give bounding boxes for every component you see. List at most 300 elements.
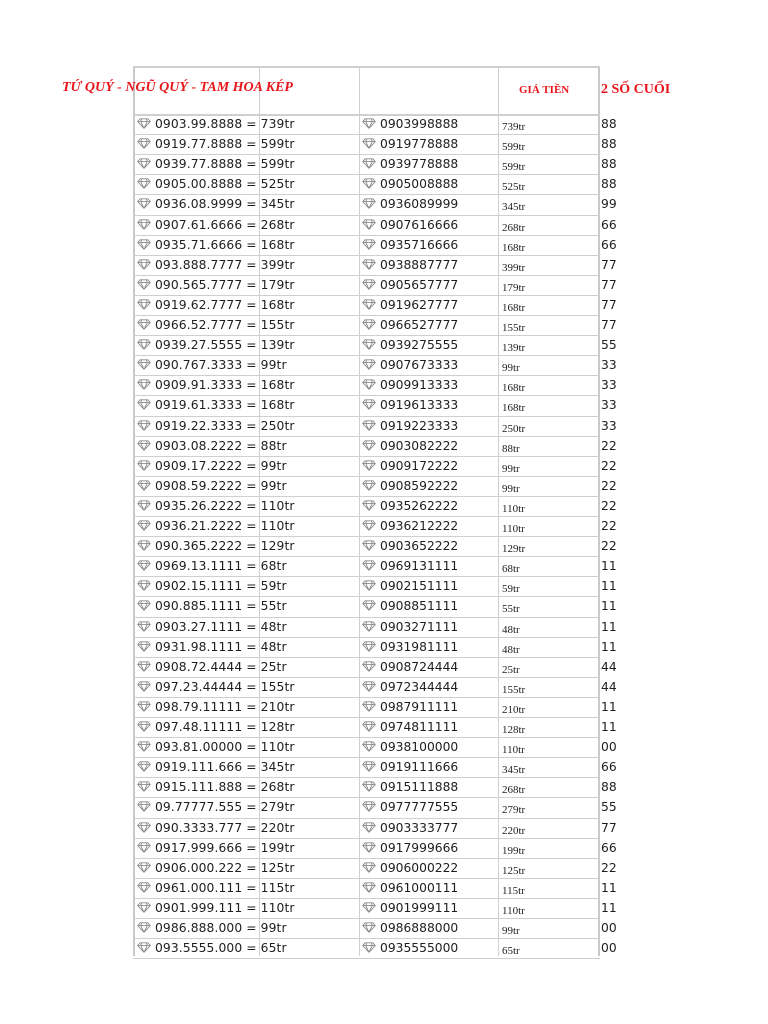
price-cell-text: 168tr	[502, 382, 526, 395]
number-description	[137, 177, 295, 191]
number-description-text: 0908.59.2222 = 99tr	[155, 478, 287, 493]
last-two-digits-cell-text: 44	[601, 679, 617, 694]
table-row	[0, 757, 768, 777]
price-cell	[502, 381, 525, 395]
grid-line-row	[133, 838, 600, 839]
last-two-digits-cell-text: 55	[601, 338, 617, 353]
number-description-text: 0902.15.1111 = 59tr	[155, 579, 287, 594]
number-description	[137, 740, 295, 754]
number-description	[137, 881, 295, 895]
price-cell-text: 168tr	[502, 301, 526, 314]
last-two-digits-cell-text: 77	[601, 318, 617, 332]
number-description-text: 0905.00.8888 = 525tr	[155, 177, 295, 192]
diamond-icon	[362, 540, 376, 551]
number-description	[137, 378, 295, 392]
phone-number	[362, 298, 458, 312]
last-two-digits-cell	[601, 720, 617, 734]
phone-number	[362, 680, 458, 694]
table-row	[0, 416, 768, 436]
number-description	[137, 238, 295, 252]
last-two-digits-cell	[601, 660, 617, 674]
diamond-icon	[362, 580, 376, 591]
price-cell	[502, 582, 520, 596]
diamond-icon	[137, 822, 151, 833]
price-cell	[502, 502, 525, 516]
phone-number-text: 0909913333	[380, 378, 459, 393]
price-cell	[502, 321, 525, 335]
phone-number-text: 0931981111	[380, 639, 459, 654]
number-description	[137, 841, 295, 855]
price-cell	[502, 723, 525, 737]
number-description	[137, 197, 295, 211]
grid-line-row	[133, 576, 600, 577]
last-two-digits-cell-text: 33	[601, 378, 617, 393]
price-cell-text: 155tr	[502, 683, 526, 696]
phone-number-text: 0986888000	[380, 921, 459, 935]
number-description-text: 0935.26.2222 = 110tr	[155, 498, 295, 513]
table-row	[0, 174, 768, 194]
phone-number	[362, 218, 458, 232]
table-row	[0, 697, 768, 717]
price-cell	[502, 683, 525, 697]
number-description-text: 0919.22.3333 = 250tr	[155, 418, 295, 433]
phone-number-text: 0936089999	[380, 197, 459, 212]
phone-number-text: 0919111666	[380, 760, 459, 775]
grid-line-row	[133, 335, 600, 336]
phone-number	[362, 238, 458, 252]
last-two-digits-cell	[601, 419, 617, 433]
diamond-icon	[362, 560, 376, 571]
diamond-icon	[137, 761, 151, 772]
grid-line-row	[133, 395, 600, 396]
last-two-digits-cell-text: 66	[601, 840, 617, 855]
phone-number-text: 0903652222	[380, 539, 459, 554]
phone-number	[362, 760, 458, 774]
grid-line-row	[133, 556, 600, 557]
last-two-digits-cell-text: 77	[601, 257, 617, 272]
price-cell-text: 739tr	[502, 121, 526, 133]
phone-number	[362, 841, 458, 855]
diamond-icon	[362, 279, 376, 290]
phone-number	[362, 559, 458, 573]
price-cell-text: 48tr	[502, 623, 520, 636]
phone-number-text: 0939778888	[380, 157, 459, 172]
phone-number-text: 0909172222	[380, 458, 459, 473]
grid-line-row	[133, 315, 600, 316]
diamond-icon	[137, 480, 151, 491]
number-description-text: 0986.888.000 = 99tr	[155, 921, 287, 935]
phone-number-text: 0905008888	[380, 177, 459, 192]
number-description-text: 0907.61.6666 = 268tr	[155, 217, 295, 232]
phone-number	[362, 318, 458, 332]
price-cell	[502, 361, 520, 375]
diamond-icon	[137, 922, 151, 933]
diamond-icon	[137, 721, 151, 732]
phone-number	[362, 740, 458, 754]
last-two-digits-cell-text: 88	[601, 157, 617, 172]
diamond-icon	[362, 641, 376, 652]
last-two-digits-cell	[601, 539, 617, 553]
number-description-text: 0908.72.4444 = 25tr	[155, 659, 287, 674]
table-row	[0, 797, 768, 817]
phone-number	[362, 338, 458, 352]
diamond-icon	[362, 440, 376, 451]
price-cell-text: 279tr	[502, 804, 526, 817]
price-cell-text: 99tr	[502, 462, 520, 475]
diamond-icon	[137, 219, 151, 230]
last-two-digits-cell	[601, 338, 617, 352]
number-description	[137, 398, 295, 412]
price-cell-text: 268tr	[502, 784, 526, 797]
price-cell	[502, 341, 525, 355]
diamond-icon	[362, 319, 376, 330]
last-two-digits-cell-text: 77	[601, 297, 617, 312]
price-cell-text: 139tr	[502, 342, 526, 355]
diamond-icon	[362, 379, 376, 390]
price-cell	[502, 542, 525, 556]
last-two-digits-cell-text: 11	[601, 559, 617, 574]
number-description-text: 090.3333.777 = 220tr	[155, 820, 295, 835]
number-description	[137, 599, 287, 613]
diamond-icon	[362, 761, 376, 772]
diamond-icon	[362, 339, 376, 350]
table-row	[0, 677, 768, 697]
price-cell	[502, 401, 525, 415]
phone-number	[362, 157, 458, 171]
number-description	[137, 117, 295, 131]
grid-line-row	[133, 878, 600, 879]
phone-number-text: 0905657777	[380, 277, 459, 292]
phone-number	[362, 660, 458, 674]
grid-line-row	[133, 275, 600, 276]
number-description-text: 0919.61.3333 = 168tr	[155, 398, 295, 413]
diamond-icon	[137, 600, 151, 611]
last-two-digits-cell	[601, 921, 617, 935]
grid-line-row	[133, 174, 600, 175]
grid-line-row	[133, 456, 600, 457]
diamond-icon	[137, 299, 151, 310]
phone-number	[362, 398, 458, 412]
phone-number-text: 0919613333	[380, 398, 459, 413]
table-row	[0, 335, 768, 355]
number-description-text: 0935.71.6666 = 168tr	[155, 237, 295, 252]
diamond-icon	[362, 701, 376, 712]
price-cell	[502, 703, 525, 717]
price-cell-text: 99tr	[502, 482, 520, 495]
last-two-digits-cell-text: 88	[601, 780, 617, 795]
grid-line-row	[133, 496, 600, 497]
price-cell-text: 199tr	[502, 844, 526, 857]
phone-number	[362, 861, 458, 875]
diamond-icon	[137, 540, 151, 551]
grid-line-row	[133, 255, 600, 256]
phone-number-text: 0903333777	[380, 820, 459, 835]
table-row	[0, 657, 768, 677]
price-cell	[502, 884, 525, 898]
table-row	[0, 878, 768, 898]
table-row	[0, 898, 768, 918]
grid-line-row	[133, 858, 600, 859]
diamond-icon	[137, 440, 151, 451]
last-two-digits-cell	[601, 258, 617, 272]
table-row	[0, 556, 768, 576]
table-row	[0, 275, 768, 295]
grid-line-row	[133, 818, 600, 819]
price-cell-text: 59tr	[502, 583, 520, 596]
diamond-icon	[362, 781, 376, 792]
phone-number	[362, 539, 458, 553]
number-description-text: 098.79.11111 = 210tr	[155, 699, 295, 714]
price-cell-text: 220tr	[502, 824, 526, 837]
number-description	[137, 941, 287, 955]
phone-number	[362, 780, 458, 794]
diamond-icon	[362, 621, 376, 632]
price-cell	[502, 803, 525, 817]
price-cell-text: 599tr	[502, 161, 526, 174]
number-description-text: 0919.111.666 = 345tr	[155, 760, 295, 775]
diamond-icon	[137, 319, 151, 330]
diamond-icon	[362, 420, 376, 431]
phone-number-text: 0935555000	[380, 941, 459, 956]
grid-line-row	[133, 918, 600, 919]
diamond-icon	[362, 882, 376, 893]
last-two-digits-cell	[601, 841, 617, 855]
price-cell-text: 88tr	[502, 442, 520, 455]
phone-number	[362, 378, 458, 392]
number-description	[137, 519, 295, 533]
phone-number-text: 0935262222	[380, 498, 459, 513]
price-cell	[502, 522, 525, 536]
last-two-digits-cell	[601, 378, 617, 392]
table-row	[0, 717, 768, 737]
number-description	[137, 760, 295, 774]
number-description	[137, 700, 295, 714]
last-two-digits-cell	[601, 901, 617, 915]
number-description-text: 0931.98.1111 = 48tr	[155, 639, 287, 654]
phone-number	[362, 358, 458, 372]
diamond-icon	[137, 741, 151, 752]
grid-line-row	[133, 416, 600, 417]
price-cell	[502, 944, 520, 958]
phone-number	[362, 700, 458, 714]
number-description-text: 0903.99.8888 = 739tr	[155, 117, 295, 131]
diamond-icon	[362, 741, 376, 752]
last-two-digits-cell-text: 11	[601, 639, 617, 654]
price-cell-text: 399tr	[502, 261, 526, 274]
last-two-digits-cell-text: 33	[601, 418, 617, 433]
last-two-digits-cell	[601, 519, 617, 533]
last-two-digits-cell	[601, 177, 617, 191]
last-two-digits-cell-text: 11	[601, 599, 617, 614]
price-cell-text: 168tr	[502, 402, 526, 415]
number-description-text: 0939.27.5555 = 139tr	[155, 338, 295, 353]
phone-number-text: 0919223333	[380, 418, 459, 433]
number-description	[137, 499, 295, 513]
table-row	[0, 134, 768, 154]
price-cell-text: 99tr	[502, 362, 520, 375]
last-two-digits-cell	[601, 459, 617, 473]
phone-number-text: 0972344444	[380, 679, 459, 694]
number-description-text: 0901.999.111 = 110tr	[155, 900, 295, 915]
last-two-digits-cell-text: 11	[601, 720, 617, 734]
number-description-text: 093.888.7777 = 399tr	[155, 257, 295, 272]
diamond-icon	[362, 259, 376, 270]
table-row	[0, 476, 768, 496]
price-cell	[502, 120, 525, 134]
phone-number	[362, 137, 458, 151]
number-description-text: 0903.27.1111 = 48tr	[155, 619, 287, 634]
last-two-digits-cell-text: 11	[601, 880, 617, 895]
last-two-digits-cell	[601, 780, 617, 794]
phone-number	[362, 419, 458, 433]
number-description-text: 0936.08.9999 = 345tr	[155, 197, 295, 212]
table-row	[0, 818, 768, 838]
diamond-icon	[362, 219, 376, 230]
diamond-icon	[137, 118, 151, 129]
diamond-icon	[137, 661, 151, 672]
phone-number-text: 0903271111	[380, 619, 459, 634]
table-row	[0, 536, 768, 556]
grid-line-row	[133, 958, 600, 959]
number-description	[137, 539, 295, 553]
last-two-digits-cell-text: 22	[601, 438, 617, 453]
last-two-digits-cell-text: 33	[601, 358, 617, 373]
table-row	[0, 737, 768, 757]
price-cell	[502, 462, 520, 476]
table-row	[0, 496, 768, 516]
phone-number-text: 0974811111	[380, 720, 459, 734]
number-description	[137, 318, 295, 332]
price-cell	[502, 482, 520, 496]
phone-number	[362, 599, 458, 613]
number-description	[137, 720, 295, 734]
phone-number	[362, 720, 458, 734]
grid-line-row	[133, 194, 600, 195]
last-two-digits-cell-text: 22	[601, 498, 617, 513]
last-two-digits-cell-text: 88	[601, 177, 617, 192]
diamond-icon	[137, 781, 151, 792]
diamond-icon	[137, 198, 151, 209]
table-row	[0, 375, 768, 395]
number-description	[137, 559, 287, 573]
price-cell	[502, 763, 525, 777]
number-description	[137, 921, 287, 935]
grid-line-row	[133, 697, 600, 698]
phone-number-text: 0903998888	[380, 117, 459, 131]
phone-number	[362, 197, 458, 211]
number-description	[137, 780, 295, 794]
number-description	[137, 901, 295, 915]
last-two-digits-cell-text: 00	[601, 941, 617, 956]
number-description-text: 09.77777.555 = 279tr	[155, 800, 295, 815]
phone-number-text: 0907616666	[380, 217, 459, 232]
last-two-digits-cell	[601, 760, 617, 774]
grid-line-row	[133, 536, 600, 537]
number-description-text: 0961.000.111 = 115tr	[155, 880, 295, 895]
diamond-icon	[362, 801, 376, 812]
phone-number	[362, 258, 458, 272]
phone-number-text: 0961000111	[380, 880, 459, 895]
grid-line-top	[133, 66, 600, 68]
number-description	[137, 157, 295, 171]
grid-line-row	[133, 677, 600, 678]
phone-number-text: 0969131111	[380, 559, 459, 574]
phone-number-text: 0939275555	[380, 338, 459, 353]
diamond-icon	[362, 399, 376, 410]
diamond-icon	[362, 158, 376, 169]
last-two-digits-cell-text: 00	[601, 740, 617, 755]
price-cell-text: 525tr	[502, 181, 526, 194]
table-row	[0, 114, 768, 134]
grid-line-row	[133, 777, 600, 778]
number-description	[137, 821, 295, 835]
price-cell	[502, 140, 525, 154]
phone-number-text: 0987911111	[380, 699, 459, 714]
number-description	[137, 439, 287, 453]
diamond-icon	[137, 138, 151, 149]
phone-number	[362, 278, 458, 292]
last-two-digits-cell-text: 99	[601, 197, 617, 212]
price-cell-text: 48tr	[502, 643, 520, 656]
number-description	[137, 579, 287, 593]
last-two-digits-cell-text: 11	[601, 900, 617, 915]
diamond-icon	[137, 560, 151, 571]
price-cell	[502, 442, 520, 456]
table-row	[0, 617, 768, 637]
diamond-icon	[137, 902, 151, 913]
last-two-digits-cell	[601, 599, 617, 613]
grid-line-row	[133, 657, 600, 658]
number-description	[137, 861, 295, 875]
grid-line-row	[133, 617, 600, 618]
price-cell-text: 125tr	[502, 864, 526, 877]
diamond-icon	[137, 701, 151, 712]
last-two-digits-cell	[601, 700, 617, 714]
diamond-icon	[137, 339, 151, 350]
diamond-icon	[137, 178, 151, 189]
last-two-digits-cell	[601, 620, 617, 634]
last-two-digits-cell	[601, 861, 617, 875]
number-description-text: 0909.91.3333 = 168tr	[155, 378, 295, 393]
phone-number-text: 0919778888	[380, 137, 459, 152]
number-description	[137, 459, 287, 473]
diamond-icon	[362, 480, 376, 491]
number-description-text: 0903.08.2222 = 88tr	[155, 438, 287, 453]
grid-line-row	[133, 235, 600, 236]
phone-number	[362, 640, 458, 654]
last-two-digits-cell-text: 22	[601, 519, 617, 533]
table-row	[0, 858, 768, 878]
diamond-icon	[362, 118, 376, 129]
last-two-digits-cell	[601, 218, 617, 232]
number-description	[137, 358, 287, 372]
phone-number	[362, 941, 458, 955]
price-cell	[502, 160, 525, 174]
table-row	[0, 295, 768, 315]
number-description-text: 0915.111.888 = 268tr	[155, 780, 295, 795]
number-description-text: 0936.21.2222 = 110tr	[155, 519, 295, 533]
diamond-icon	[362, 842, 376, 853]
table-row	[0, 938, 768, 958]
diamond-icon	[362, 299, 376, 310]
diamond-icon	[137, 842, 151, 853]
phone-number-text: 0901999111	[380, 900, 459, 915]
phone-number	[362, 499, 458, 513]
grid-line-row	[133, 717, 600, 718]
grid-line-row	[133, 476, 600, 477]
last-two-digits-cell	[601, 278, 617, 292]
diamond-icon	[137, 279, 151, 290]
